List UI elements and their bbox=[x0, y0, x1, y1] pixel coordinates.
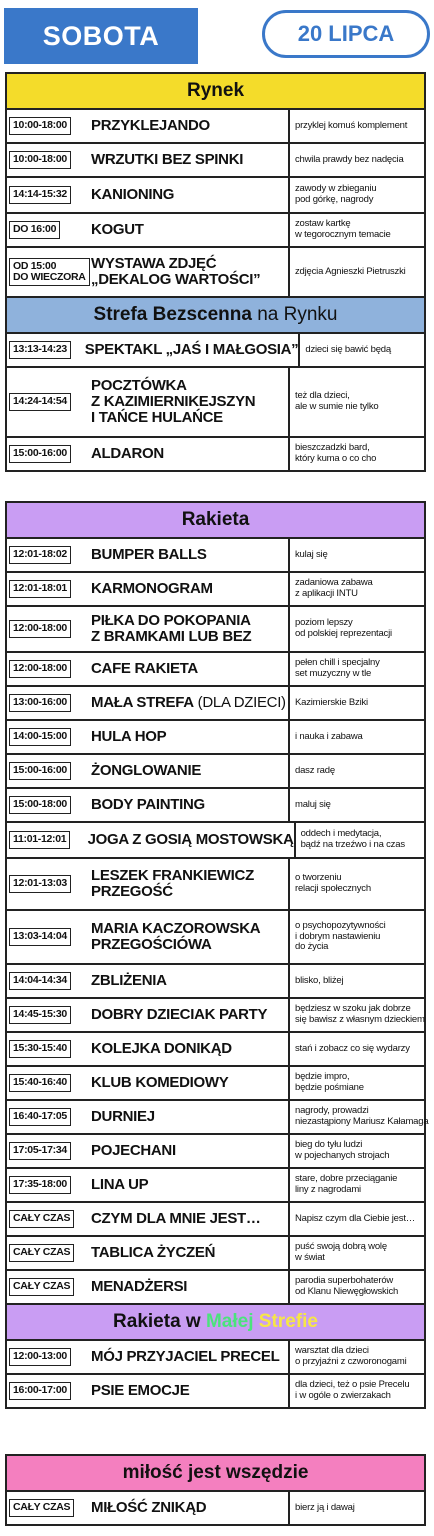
time-label: 13:03-14:04 bbox=[9, 928, 71, 945]
event-title-cell bbox=[87, 1135, 290, 1167]
time-label: 15:00-18:00 bbox=[9, 796, 71, 813]
page-header bbox=[4, 8, 430, 64]
date-badge: 20 LIPCA bbox=[262, 10, 430, 58]
schedule-row bbox=[7, 1237, 424, 1271]
event-title: MAŁA STREFA bbox=[91, 694, 194, 712]
event-description: przyklej komuś komplement bbox=[295, 119, 408, 131]
time-cell bbox=[7, 1006, 87, 1023]
event-title-cell bbox=[87, 1033, 290, 1065]
event-title-cell bbox=[87, 1067, 290, 1099]
time-cell bbox=[7, 1210, 87, 1227]
schedule-row bbox=[7, 539, 424, 573]
time-label: CAŁY CZAS bbox=[9, 1244, 74, 1261]
time-cell bbox=[7, 831, 84, 848]
schedule-row bbox=[7, 721, 424, 755]
schedule-row bbox=[7, 1341, 424, 1375]
event-description: stare, dobre przeciąganie liny z nagrodami bbox=[295, 1173, 398, 1195]
event-title: KOLEJKA DONIKĄD bbox=[91, 1040, 232, 1058]
time-label: 12:00-18:00 bbox=[9, 620, 71, 637]
time-label: 12:00-13:00 bbox=[9, 1348, 71, 1365]
time-label: 15:30-15:40 bbox=[9, 1040, 71, 1057]
time-label: 14:14-15:32 bbox=[9, 186, 71, 203]
event-title: TABLICA ŻYCZEŃ bbox=[91, 1244, 216, 1262]
schedule-row bbox=[7, 1033, 424, 1067]
schedule-row bbox=[7, 1271, 424, 1305]
time-cell bbox=[7, 875, 87, 892]
event-title: WRZUTKI BEZ SPINKI bbox=[91, 151, 244, 169]
event-title-cell bbox=[87, 368, 290, 436]
time-label: 12:01-13:03 bbox=[9, 875, 71, 892]
schedule-row bbox=[7, 911, 424, 965]
event-title: LINA UP bbox=[91, 1176, 149, 1194]
bezscenna-title-bold: Strefa Bezscenna bbox=[93, 304, 252, 325]
event-title-cell bbox=[87, 755, 290, 787]
time-cell bbox=[7, 1108, 87, 1125]
schedule-row bbox=[7, 368, 424, 438]
event-title: ALDARON bbox=[91, 445, 164, 463]
time-cell bbox=[7, 1074, 87, 1091]
event-title: ZBLIŻENIA bbox=[91, 972, 167, 990]
event-title-cell bbox=[87, 1271, 290, 1303]
event-title-cell bbox=[87, 1237, 290, 1269]
event-description: bieg do tyłu ludzi w pojechanych strojach bbox=[295, 1139, 390, 1161]
event-title-cell bbox=[87, 1203, 290, 1235]
event-description: zdjęcia Agnieszki Pietruszki bbox=[295, 265, 406, 277]
event-description: parodia superbohaterów od Klanu Niewęgłowskich bbox=[295, 1275, 399, 1297]
time-cell bbox=[7, 728, 87, 745]
schedule-row bbox=[7, 755, 424, 789]
event-description: maluj się bbox=[295, 798, 331, 810]
event-description: będziesz w szoku jak dobrze się bawisz z własnym dzieckiem bbox=[295, 1003, 425, 1025]
schedule-row bbox=[7, 573, 424, 607]
event-title-cell bbox=[87, 911, 290, 963]
event-description: o tworzeniu relacji społecznych bbox=[295, 872, 371, 894]
time-cell bbox=[7, 341, 81, 358]
time-cell bbox=[7, 393, 87, 410]
time-cell bbox=[7, 1278, 87, 1295]
time-label: OD 15:00 DO WIECZORA bbox=[9, 258, 90, 286]
event-description: puść swoją dobrą wolę w świat bbox=[295, 1241, 387, 1263]
time-cell bbox=[7, 186, 87, 203]
event-title: DOBRY DZIECIAK PARTY bbox=[91, 1006, 268, 1024]
event-title: ŻONGLOWANIE bbox=[91, 762, 202, 780]
event-title-cell bbox=[81, 334, 301, 366]
event-description: blisko, bliżej bbox=[295, 974, 344, 986]
time-cell bbox=[7, 1244, 87, 1261]
event-title-cell bbox=[87, 438, 290, 470]
event-title: BUMPER BALLS bbox=[91, 546, 207, 564]
schedule-row bbox=[7, 1375, 424, 1409]
section-milosc bbox=[5, 1454, 426, 1526]
time-label: 11:01-12:01 bbox=[9, 831, 70, 848]
event-description: kulaj się bbox=[295, 548, 328, 560]
event-description: zostaw kartkę w tegorocznym temacie bbox=[295, 218, 391, 240]
event-description: pełen chill i specjalny set muzyczny w tle bbox=[295, 657, 380, 679]
time-label: 13:13-14:23 bbox=[9, 341, 71, 358]
event-title: CAFE RAKIETA bbox=[91, 660, 198, 678]
event-title-cell bbox=[87, 1375, 290, 1407]
event-title-cell bbox=[87, 1101, 290, 1133]
event-description: poziom lepszy od polskiej reprezentacji bbox=[295, 617, 392, 639]
time-cell bbox=[7, 928, 87, 945]
event-description: Kazimierskie Bziki bbox=[295, 696, 368, 708]
event-title-cell bbox=[87, 653, 290, 685]
time-cell bbox=[7, 620, 87, 637]
event-title: MENADŻERSI bbox=[91, 1278, 188, 1296]
event-title: POJECHANI bbox=[91, 1142, 176, 1160]
schedule-row bbox=[7, 1067, 424, 1101]
schedule-row bbox=[7, 334, 424, 368]
event-title-cell bbox=[87, 573, 290, 605]
event-title: KLUB KOMEDIOWY bbox=[91, 1074, 229, 1092]
event-title: JOGA Z GOSIĄ MOSTOWSKĄ bbox=[87, 831, 294, 849]
event-title-cell bbox=[87, 965, 290, 997]
time-label: 12:00-18:00 bbox=[9, 660, 71, 677]
event-description: chwila prawdy bez nadęcia bbox=[295, 153, 404, 165]
event-description: dasz radę bbox=[295, 764, 335, 776]
bezscenna-title-light: na Rynku bbox=[251, 304, 338, 325]
event-title-cell bbox=[87, 144, 290, 176]
event-description: stań i zobacz co się wydarzy bbox=[295, 1042, 410, 1054]
event-title-cell bbox=[87, 859, 290, 909]
event-title-cell bbox=[87, 178, 290, 212]
event-description: dla dzieci, też o psie Precelu i w ogóle o zwierzakach bbox=[295, 1379, 410, 1401]
event-title: DURNIEJ bbox=[91, 1108, 155, 1126]
event-description: warsztat dla dzieci o przyjaźni z czworonogami bbox=[295, 1345, 407, 1367]
time-label: 10:00-18:00 bbox=[9, 151, 71, 168]
time-label: 14:00-15:00 bbox=[9, 728, 71, 745]
schedule-row bbox=[7, 248, 424, 298]
time-label: 14:45-15:30 bbox=[9, 1006, 71, 1023]
event-title-cell bbox=[87, 248, 290, 296]
mala-title-c: Strefie bbox=[253, 1311, 318, 1332]
time-label: 16:40-17:05 bbox=[9, 1108, 71, 1125]
event-title-cell bbox=[87, 607, 290, 651]
time-label: DO 16:00 bbox=[9, 221, 60, 238]
schedule-row bbox=[7, 789, 424, 823]
time-label: 15:40-16:40 bbox=[9, 1074, 71, 1091]
event-title-cell bbox=[87, 999, 290, 1031]
time-cell bbox=[7, 1142, 87, 1159]
time-label: CAŁY CZAS bbox=[9, 1210, 74, 1227]
schedule-row bbox=[7, 1101, 429, 1135]
event-title: WYSTAWA ZDJĘĆ „DEKALOG WARTOŚCI” bbox=[91, 255, 261, 288]
time-cell bbox=[7, 796, 87, 813]
time-cell bbox=[7, 221, 87, 238]
event-description: i nauka i zabawa bbox=[295, 730, 363, 742]
schedule-row bbox=[7, 823, 424, 859]
day-badge: SOBOTA bbox=[4, 8, 198, 64]
time-cell bbox=[7, 1348, 87, 1365]
event-title-cell bbox=[87, 214, 290, 246]
schedule-row bbox=[7, 607, 424, 653]
time-label: 17:05-17:34 bbox=[9, 1142, 71, 1159]
schedule-row bbox=[7, 214, 424, 248]
time-label: 13:00-16:00 bbox=[9, 694, 71, 711]
time-cell bbox=[7, 660, 87, 677]
event-description: zadaniowa zabawa z aplikacji INTU bbox=[295, 577, 373, 599]
event-title-cell bbox=[87, 1341, 290, 1373]
time-cell bbox=[7, 1499, 87, 1516]
schedule-row bbox=[7, 178, 424, 214]
time-label: 14:04-14:34 bbox=[9, 972, 71, 989]
event-title: POCZTÓWKA Z KAZIMIERNIKEJSZYN I TAŃCE HULAŃCE bbox=[91, 377, 256, 426]
event-title-cell bbox=[87, 1492, 290, 1524]
time-label: CAŁY CZAS bbox=[9, 1499, 74, 1516]
event-description: nagrody, prowadzi niezastąpiony Mariusz Kałamaga bbox=[295, 1105, 429, 1127]
time-cell bbox=[7, 762, 87, 779]
event-title: SPEKTAKL „JAŚ I MAŁGOSIA” bbox=[84, 341, 299, 359]
event-title-cell bbox=[84, 823, 296, 857]
section-title-mala-strefa bbox=[7, 1305, 424, 1341]
time-cell bbox=[7, 151, 87, 168]
mala-title-b: Małej bbox=[205, 1311, 254, 1332]
event-title: PRZYKLEJANDO bbox=[91, 117, 210, 135]
section-rynek bbox=[5, 72, 426, 472]
event-description: bieszczadzki bard, który kuma o co cho bbox=[295, 442, 377, 464]
schedule-row bbox=[7, 859, 424, 911]
time-cell bbox=[7, 1176, 87, 1193]
event-title: MÓJ PRZYJACIEL PRECEL bbox=[91, 1348, 280, 1366]
schedule-row bbox=[7, 110, 424, 144]
section-rakieta bbox=[5, 501, 429, 1409]
schedule-row bbox=[7, 687, 424, 721]
event-title: HULA HOP bbox=[91, 728, 167, 746]
mala-title-a: Rakieta w bbox=[113, 1311, 206, 1332]
event-description: oddech i medytacja, bądź na trzeźwo i na czas bbox=[300, 828, 405, 850]
time-cell bbox=[7, 1382, 87, 1399]
schedule-row bbox=[7, 965, 424, 999]
section-title-bezscenna bbox=[7, 298, 424, 334]
time-label: 15:00-16:00 bbox=[9, 762, 71, 779]
time-cell bbox=[7, 694, 87, 711]
event-title: BODY PAINTING bbox=[91, 796, 205, 814]
time-label: 12:01-18:01 bbox=[9, 580, 71, 597]
event-title: PSIE EMOCJE bbox=[91, 1382, 190, 1400]
time-label: 10:00-18:00 bbox=[9, 117, 71, 134]
time-label: 15:00-16:00 bbox=[9, 445, 71, 462]
event-description: zawody w zbieganiu pod górkę, nagrody bbox=[295, 183, 377, 205]
time-cell bbox=[7, 1040, 87, 1057]
schedule-row bbox=[7, 438, 424, 472]
time-label: CAŁY CZAS bbox=[9, 1278, 74, 1295]
event-title: CZYM DLA MNIE JEST… bbox=[91, 1210, 261, 1228]
time-cell bbox=[7, 258, 87, 286]
schedule-row bbox=[7, 1492, 424, 1526]
time-label: 16:00-17:00 bbox=[9, 1382, 71, 1399]
event-description: Napisz czym dla Ciebie jest… bbox=[295, 1212, 416, 1224]
time-cell bbox=[7, 580, 87, 597]
time-cell bbox=[7, 117, 87, 134]
event-description: dzieci się bawić będą bbox=[305, 343, 391, 355]
schedule-row bbox=[7, 653, 424, 687]
time-cell bbox=[7, 972, 87, 989]
time-label: 12:01-18:02 bbox=[9, 546, 71, 563]
event-title: KOGUT bbox=[91, 221, 144, 239]
event-title: MIŁOŚĆ ZNIKĄD bbox=[91, 1499, 207, 1517]
time-cell bbox=[7, 546, 87, 563]
event-title: MARIA KACZOROWSKA PRZEGOŚCIÓWA bbox=[91, 920, 261, 953]
time-label: 14:24-14:54 bbox=[9, 393, 71, 410]
event-title-cell bbox=[87, 721, 290, 753]
event-title-cell bbox=[87, 687, 290, 719]
event-title-extra: (DLA DZIECI) bbox=[193, 694, 286, 712]
event-description: też dla dzieci, ale w sumie nie tylko bbox=[295, 390, 379, 412]
schedule-row bbox=[7, 144, 424, 178]
event-description: bierz ją i dawaj bbox=[295, 1501, 355, 1513]
section-title-rynek: Rynek bbox=[7, 74, 424, 110]
schedule-row bbox=[7, 999, 424, 1033]
event-title-cell bbox=[87, 789, 290, 821]
event-title-cell bbox=[87, 539, 290, 571]
section-title-rakieta: Rakieta bbox=[7, 503, 424, 539]
schedule-row bbox=[7, 1203, 424, 1237]
section-title-milosc: miłość jest wszędzie bbox=[7, 1456, 424, 1492]
event-title: PIŁKA DO POKOPANIA Z BRAMKAMI LUB BEZ bbox=[91, 612, 252, 645]
schedule-row bbox=[7, 1169, 424, 1203]
event-title-cell bbox=[87, 1169, 290, 1201]
event-title: KARMONOGRAM bbox=[91, 580, 213, 598]
event-title: LESZEK FRANKIEWICZ PRZEGOŚĆ bbox=[91, 867, 254, 900]
event-title-cell bbox=[87, 110, 290, 142]
time-cell bbox=[7, 445, 87, 462]
event-title: KANIONING bbox=[91, 186, 175, 204]
event-description: będzie impro, będzie pośmiane bbox=[295, 1071, 364, 1093]
schedule-row bbox=[7, 1135, 424, 1169]
time-label: 17:35-18:00 bbox=[9, 1176, 71, 1193]
event-description: o psychopozytywności i dobrym nastawieniu do życia bbox=[295, 920, 386, 953]
